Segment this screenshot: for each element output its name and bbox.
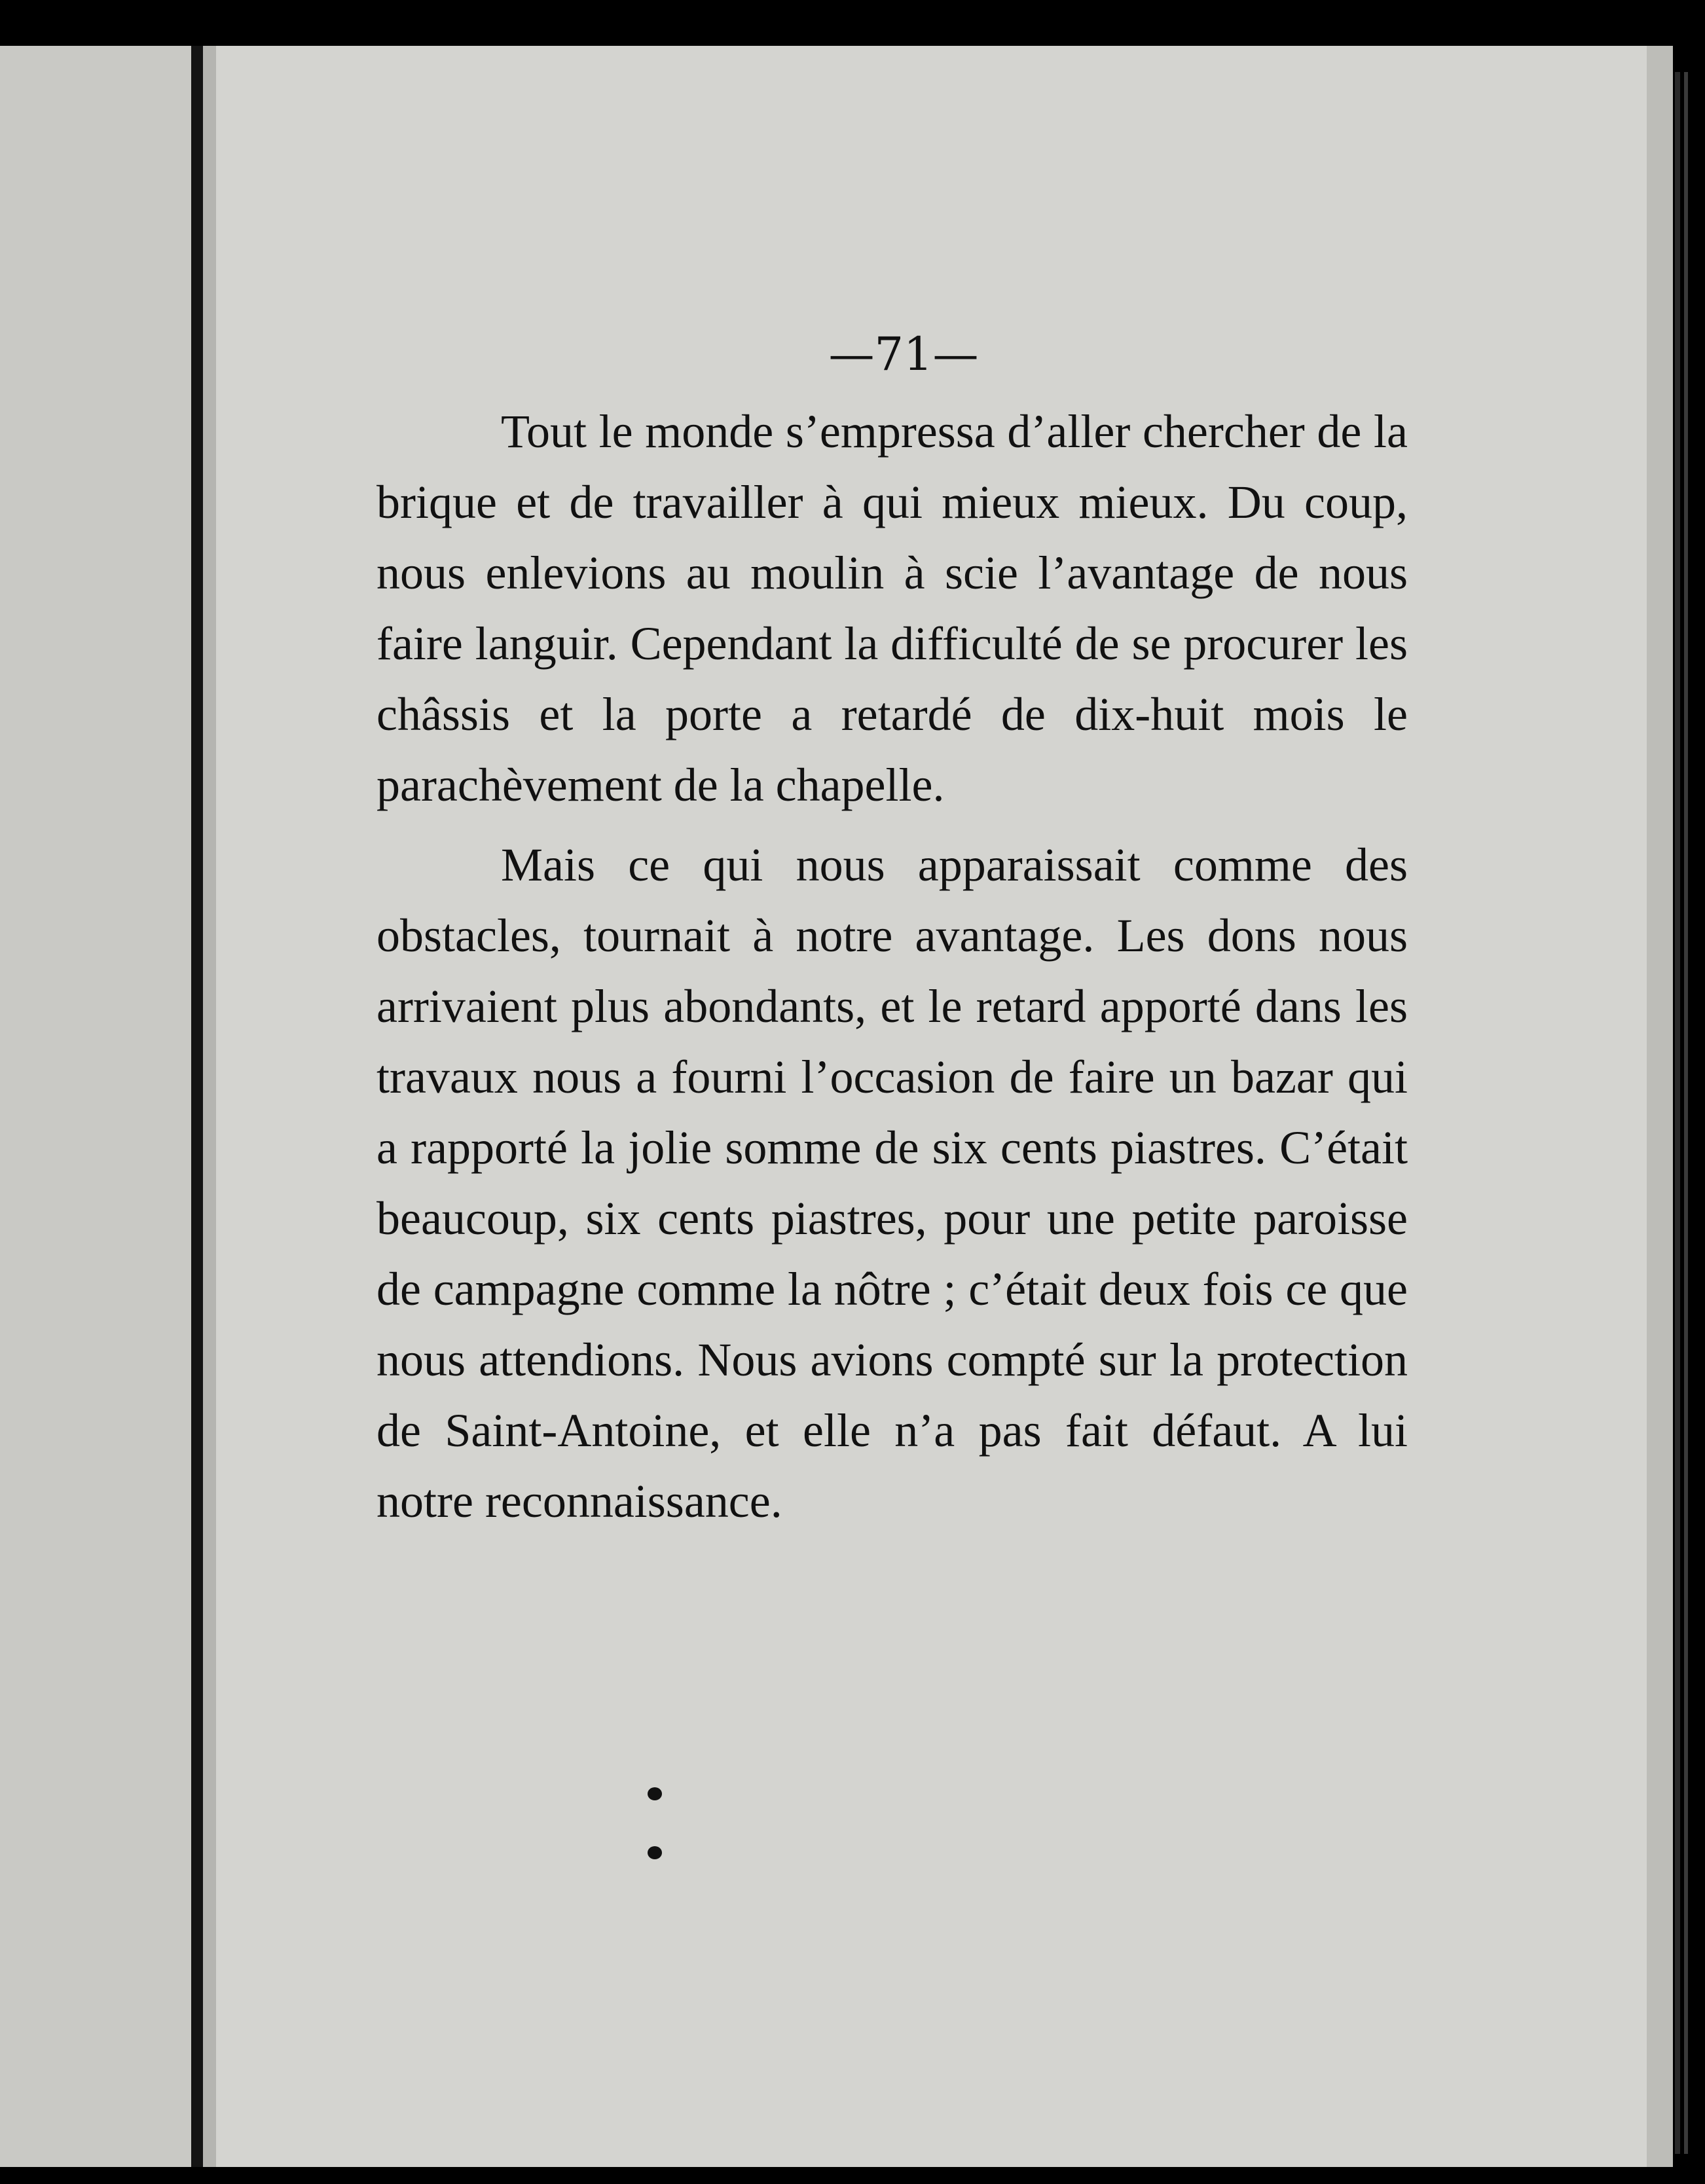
paragraph-2: Mais ce qui nous apparaissait comme des obstacles, tournait à notre avantage. Les dons nous arrivaient plus abondants, et le retard apporté dans les travaux nous a fourni l’occasion de faire un bazar qui a rapporté la jolie somme de six cents piastres. C’était beaucoup, six cents piastres, pour une petite paroisse de campagne comme la nôtre ; c’était deux fois ce que nous attendions. Nous avions compté sur la protection de Saint-Antoine, et elle n’a pas fait défaut. A lui notre reconnaissance. xyxy=(376,839,1408,1527)
page-edge-line-inner xyxy=(1684,72,1688,2154)
page-edge-line xyxy=(1675,72,1680,2154)
page-right-shadow xyxy=(1647,46,1673,2167)
page-gutter xyxy=(203,46,216,2167)
end-ornament xyxy=(635,1787,674,1892)
ornament-dot-icon xyxy=(648,1787,662,1800)
left-page-edge xyxy=(0,46,216,2167)
page-number: —71— xyxy=(828,327,979,381)
book-spine xyxy=(191,46,203,2167)
body-text xyxy=(376,396,1408,1537)
paragraph-1: Tout le monde s’empressa d’aller chercher de la brique et de travailler à qui mieux mieux. Du coup, nous enlevions au moulin à scie l’avantage de nous faire languir. Cependant la difficulté de se procurer les châssis et la porte a retardé de dix-huit mois le parachèvement de la chapelle. xyxy=(376,405,1408,811)
ornament-dot-icon xyxy=(648,1846,662,1859)
